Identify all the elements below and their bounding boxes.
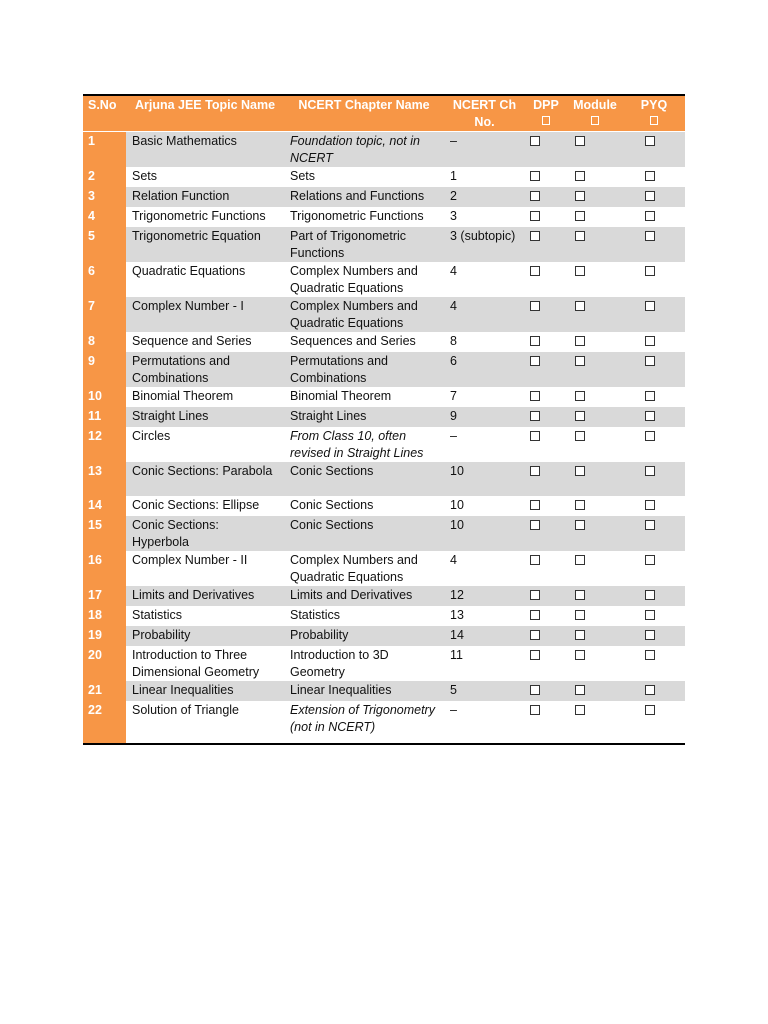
row-topic: Relation Function: [126, 187, 284, 207]
table-row: [83, 297, 685, 332]
module-checkbox[interactable]: [575, 191, 585, 201]
row-pyq-cell: [623, 516, 685, 551]
row-sno: 7: [83, 297, 126, 332]
dpp-checkbox[interactable]: [530, 520, 540, 530]
row-topic: Trigonometric Functions: [132, 209, 266, 223]
pyq-checkbox[interactable]: [645, 231, 655, 241]
row-topic: Conic Sections: Ellipse: [132, 498, 260, 512]
dpp-checkbox[interactable]: [530, 431, 540, 441]
row-ncert-chno: 12: [444, 586, 525, 606]
row-pyq-cell: [623, 551, 685, 586]
row-pyq-cell: [623, 681, 685, 701]
module-checkbox[interactable]: [575, 705, 585, 715]
table-row: [83, 646, 685, 681]
header-pyq-checkbox-icon: [650, 116, 658, 125]
row-dpp-cell: [525, 606, 567, 626]
row-ncert-chapter: Probability: [284, 626, 444, 646]
row-ncert-chapter: Binomial Theorem: [290, 389, 392, 403]
row-ncert-chno: 10: [450, 498, 464, 512]
header-chapter: NCERT Chapter Name: [284, 95, 444, 132]
row-module-cell: [567, 407, 623, 427]
pyq-checkbox[interactable]: [645, 411, 655, 421]
row-sno: 2: [83, 167, 126, 187]
module-checkbox[interactable]: [575, 650, 585, 660]
header-pyq-label: PYQ: [640, 98, 668, 112]
module-checkbox[interactable]: [575, 211, 585, 221]
dpp-checkbox[interactable]: [530, 191, 540, 201]
row-module-cell: [567, 387, 623, 407]
row-ncert-chapter: From Class 10, often revised in Straight Lines: [290, 429, 424, 460]
row-topic: Introduction to Three Dimensional Geometry: [132, 648, 260, 679]
row-sno: 1: [83, 132, 126, 168]
row-topic: Sets: [132, 169, 158, 183]
row-dpp-cell: [525, 586, 567, 606]
module-checkbox[interactable]: [575, 231, 585, 241]
row-dpp-cell: [525, 387, 567, 407]
row-ncert-chapter: Extension of Trigonometry (not in NCERT): [290, 703, 435, 734]
pyq-checkbox[interactable]: [645, 500, 655, 510]
row-module-cell: [567, 207, 623, 227]
pyq-checkbox[interactable]: [645, 555, 655, 565]
row-ncert-chapter: Part of Trigonometric Functions: [284, 227, 444, 262]
row-topic: Conic Sections: Hyperbola: [126, 516, 284, 551]
dpp-checkbox[interactable]: [530, 231, 540, 241]
dpp-checkbox[interactable]: [530, 391, 540, 401]
header-pyq: [623, 95, 685, 132]
pyq-checkbox[interactable]: [645, 171, 655, 181]
row-sno: 5: [83, 227, 126, 262]
dpp-checkbox[interactable]: [530, 466, 540, 476]
row-pyq-cell: [623, 132, 685, 168]
table-row: [83, 427, 685, 462]
row-dpp-cell: [525, 297, 567, 332]
row-dpp-cell: [525, 332, 567, 352]
table-row: [83, 626, 685, 646]
row-ncert-chno: –: [444, 132, 525, 168]
row-ncert-chno: 8: [450, 334, 457, 348]
row-pyq-cell: [623, 207, 685, 227]
row-pyq-cell: [623, 297, 685, 332]
module-checkbox[interactable]: [575, 630, 585, 640]
pyq-checkbox[interactable]: [645, 590, 655, 600]
header-module: [567, 95, 623, 132]
module-checkbox[interactable]: [575, 590, 585, 600]
module-checkbox[interactable]: [575, 555, 585, 565]
row-dpp-cell: [525, 462, 567, 496]
row-module-cell: [567, 427, 623, 462]
pyq-checkbox[interactable]: [645, 650, 655, 660]
row-ncert-chapter: Straight Lines: [284, 407, 444, 427]
row-sno: 3: [83, 187, 126, 207]
pyq-checkbox[interactable]: [645, 356, 655, 366]
row-ncert-chno: 13: [450, 608, 464, 622]
row-sno: 8: [83, 332, 126, 352]
row-pyq-cell: [623, 332, 685, 352]
row-pyq-cell: [623, 646, 685, 681]
table-row: [83, 407, 685, 427]
row-topic: Basic Mathematics: [126, 132, 284, 168]
pyq-checkbox[interactable]: [645, 211, 655, 221]
pyq-checkbox[interactable]: [645, 705, 655, 715]
row-dpp-cell: [525, 352, 567, 387]
row-dpp-cell: [525, 551, 567, 586]
module-checkbox[interactable]: [575, 171, 585, 181]
row-module-cell: [567, 462, 623, 496]
header-dpp-checkbox-icon: [542, 116, 550, 125]
table-row: [83, 551, 685, 586]
row-module-cell: [567, 262, 623, 297]
row-ncert-chno: –: [450, 703, 457, 717]
dpp-checkbox[interactable]: [530, 211, 540, 221]
row-topic: Sequence and Series: [132, 334, 252, 348]
row-sno: 13: [83, 462, 126, 496]
pyq-checkbox[interactable]: [645, 191, 655, 201]
row-ncert-chno: 3: [450, 209, 457, 223]
row-dpp-cell: [525, 262, 567, 297]
row-module-cell: [567, 701, 623, 744]
row-topic: Circles: [132, 429, 171, 443]
row-ncert-chno: 10: [444, 516, 525, 551]
row-sno: 17: [83, 586, 126, 606]
row-sno: 18: [83, 606, 126, 626]
table-row: [83, 167, 685, 187]
row-module-cell: [567, 626, 623, 646]
pyq-checkbox[interactable]: [645, 520, 655, 530]
pyq-checkbox[interactable]: [645, 266, 655, 276]
table-row: [83, 227, 685, 262]
header-sno: S.No: [83, 95, 126, 132]
table-row: [83, 462, 685, 496]
module-checkbox[interactable]: [575, 336, 585, 346]
row-module-cell: [567, 496, 623, 516]
dpp-checkbox[interactable]: [530, 336, 540, 346]
row-dpp-cell: [525, 516, 567, 551]
row-ncert-chapter: Complex Numbers and Quadratic Equations: [290, 264, 418, 295]
row-pyq-cell: [623, 606, 685, 626]
row-pyq-cell: [623, 462, 685, 496]
table-row: [83, 701, 685, 744]
row-topic: Quadratic Equations: [132, 264, 246, 278]
row-ncert-chapter: Trigonometric Functions: [290, 209, 424, 223]
row-module-cell: [567, 681, 623, 701]
table-row: [83, 332, 685, 352]
row-sno: 12: [83, 427, 126, 462]
row-sno: 21: [83, 681, 126, 701]
row-topic: Statistics: [132, 608, 183, 622]
row-topic: Probability: [126, 626, 284, 646]
dpp-checkbox[interactable]: [530, 356, 540, 366]
module-checkbox[interactable]: [575, 356, 585, 366]
row-ncert-chno: 7: [450, 389, 457, 403]
table-row: [83, 262, 685, 297]
row-module-cell: [567, 297, 623, 332]
row-pyq-cell: [623, 352, 685, 387]
row-ncert-chapter: Statistics: [290, 608, 341, 622]
table-row: [83, 387, 685, 407]
row-topic: Limits and Derivatives: [126, 586, 284, 606]
dpp-checkbox[interactable]: [530, 136, 540, 146]
row-pyq-cell: [623, 262, 685, 297]
table-row: [83, 606, 685, 626]
row-pyq-cell: [623, 427, 685, 462]
header-module-label: Module: [573, 98, 617, 112]
row-module-cell: [567, 227, 623, 262]
row-module-cell: [567, 167, 623, 187]
row-ncert-chapter: Linear Inequalities: [284, 681, 444, 701]
row-pyq-cell: [623, 701, 685, 744]
row-ncert-chapter: Complex Numbers and Quadratic Equations: [290, 553, 418, 584]
row-ncert-chapter: Permutations and Combinations: [284, 352, 444, 387]
row-pyq-cell: [623, 626, 685, 646]
row-ncert-chno: 14: [444, 626, 525, 646]
row-ncert-chno: 5: [444, 681, 525, 701]
row-topic: Complex Number - I: [126, 297, 284, 332]
row-topic: Trigonometric Equation: [126, 227, 284, 262]
row-sno: 9: [83, 352, 126, 387]
row-dpp-cell: [525, 496, 567, 516]
row-topic: Conic Sections: Parabola: [126, 462, 284, 496]
module-checkbox[interactable]: [575, 301, 585, 311]
row-ncert-chapter: Introduction to 3D Geometry: [290, 648, 389, 679]
row-sno: 11: [83, 407, 126, 427]
row-topic: Complex Number - II: [132, 553, 248, 567]
row-pyq-cell: [623, 167, 685, 187]
pyq-checkbox[interactable]: [645, 301, 655, 311]
row-ncert-chno: 6: [444, 352, 525, 387]
dpp-checkbox[interactable]: [530, 650, 540, 660]
row-ncert-chapter: Complex Numbers and Quadratic Equations: [284, 297, 444, 332]
dpp-checkbox[interactable]: [530, 630, 540, 640]
row-ncert-chapter: Limits and Derivatives: [284, 586, 444, 606]
header-chno: NCERT Ch No.: [444, 95, 525, 132]
row-topic: Permutations and Combinations: [126, 352, 284, 387]
row-ncert-chno: –: [450, 429, 457, 443]
row-dpp-cell: [525, 207, 567, 227]
table-row: [83, 496, 685, 516]
row-ncert-chapter: Relations and Functions: [284, 187, 444, 207]
row-ncert-chno: 2: [444, 187, 525, 207]
row-ncert-chapter: Conic Sections: [284, 462, 444, 496]
pyq-checkbox[interactable]: [645, 136, 655, 146]
row-ncert-chapter: Sets: [290, 169, 316, 183]
pyq-checkbox[interactable]: [645, 431, 655, 441]
row-module-cell: [567, 551, 623, 586]
row-pyq-cell: [623, 387, 685, 407]
module-checkbox[interactable]: [575, 431, 585, 441]
row-ncert-chno: 3 (subtopic): [444, 227, 525, 262]
row-sno: 14: [83, 496, 126, 516]
table-row: [83, 352, 685, 387]
row-ncert-chno: 10: [444, 462, 525, 496]
row-sno: 6: [83, 262, 126, 297]
row-sno: 15: [83, 516, 126, 551]
row-pyq-cell: [623, 407, 685, 427]
dpp-checkbox[interactable]: [530, 705, 540, 715]
row-dpp-cell: [525, 227, 567, 262]
pyq-checkbox[interactable]: [645, 391, 655, 401]
row-ncert-chno: 4: [444, 297, 525, 332]
table-row: [83, 586, 685, 606]
row-sno: 22: [83, 701, 126, 744]
row-dpp-cell: [525, 701, 567, 744]
row-module-cell: [567, 332, 623, 352]
row-pyq-cell: [623, 187, 685, 207]
row-module-cell: [567, 646, 623, 681]
table-row: [83, 681, 685, 701]
dpp-checkbox[interactable]: [530, 171, 540, 181]
pyq-checkbox[interactable]: [645, 610, 655, 620]
topic-tracker-table: [83, 94, 685, 745]
row-dpp-cell: [525, 187, 567, 207]
header-module-checkbox-icon: [591, 116, 599, 125]
row-module-cell: [567, 606, 623, 626]
row-topic: Binomial Theorem: [132, 389, 234, 403]
dpp-checkbox[interactable]: [530, 500, 540, 510]
row-module-cell: [567, 586, 623, 606]
table-header-row: [83, 95, 685, 132]
row-dpp-cell: [525, 167, 567, 187]
row-ncert-chapter: Foundation topic, not in NCERT: [284, 132, 444, 168]
row-ncert-chapter: Conic Sections: [290, 498, 374, 512]
row-module-cell: [567, 132, 623, 168]
module-checkbox[interactable]: [575, 610, 585, 620]
row-ncert-chno: 4: [450, 553, 457, 567]
row-topic: Solution of Triangle: [132, 703, 240, 717]
module-checkbox[interactable]: [575, 136, 585, 146]
row-sno: 19: [83, 626, 126, 646]
module-checkbox[interactable]: [575, 391, 585, 401]
row-ncert-chno: 1: [450, 169, 457, 183]
row-topic: Linear Inequalities: [126, 681, 284, 701]
dpp-checkbox[interactable]: [530, 555, 540, 565]
module-checkbox[interactable]: [575, 685, 585, 695]
table-row: [83, 516, 685, 551]
row-ncert-chapter: Sequences and Series: [290, 334, 416, 348]
row-topic: Straight Lines: [126, 407, 284, 427]
header-topic: Arjuna JEE Topic Name: [126, 95, 284, 132]
pyq-checkbox[interactable]: [645, 336, 655, 346]
row-ncert-chapter: Conic Sections: [284, 516, 444, 551]
row-module-cell: [567, 352, 623, 387]
row-sno: 16: [83, 551, 126, 586]
row-ncert-chno: 11: [450, 648, 463, 662]
row-dpp-cell: [525, 646, 567, 681]
table-row: [83, 207, 685, 227]
row-sno: 4: [83, 207, 126, 227]
pyq-checkbox[interactable]: [645, 685, 655, 695]
row-dpp-cell: [525, 407, 567, 427]
header-dpp: [525, 95, 567, 132]
dpp-checkbox[interactable]: [530, 301, 540, 311]
table-row: [83, 187, 685, 207]
module-checkbox[interactable]: [575, 266, 585, 276]
dpp-checkbox[interactable]: [530, 411, 540, 421]
row-ncert-chno: 4: [450, 264, 457, 278]
module-checkbox[interactable]: [575, 520, 585, 530]
dpp-checkbox[interactable]: [530, 266, 540, 276]
pyq-checkbox[interactable]: [645, 466, 655, 476]
row-pyq-cell: [623, 227, 685, 262]
row-sno: 10: [83, 387, 126, 407]
row-dpp-cell: [525, 132, 567, 168]
dpp-checkbox[interactable]: [530, 685, 540, 695]
pyq-checkbox[interactable]: [645, 630, 655, 640]
row-pyq-cell: [623, 586, 685, 606]
module-checkbox[interactable]: [575, 466, 585, 476]
row-ncert-chno: 9: [444, 407, 525, 427]
row-dpp-cell: [525, 681, 567, 701]
row-dpp-cell: [525, 626, 567, 646]
row-module-cell: [567, 516, 623, 551]
dpp-checkbox[interactable]: [530, 590, 540, 600]
row-dpp-cell: [525, 427, 567, 462]
row-pyq-cell: [623, 496, 685, 516]
row-module-cell: [567, 187, 623, 207]
module-checkbox[interactable]: [575, 411, 585, 421]
header-dpp-label: DPP: [533, 98, 559, 112]
table-row: [83, 132, 685, 168]
dpp-checkbox[interactable]: [530, 610, 540, 620]
row-sno: 20: [83, 646, 126, 681]
module-checkbox[interactable]: [575, 500, 585, 510]
